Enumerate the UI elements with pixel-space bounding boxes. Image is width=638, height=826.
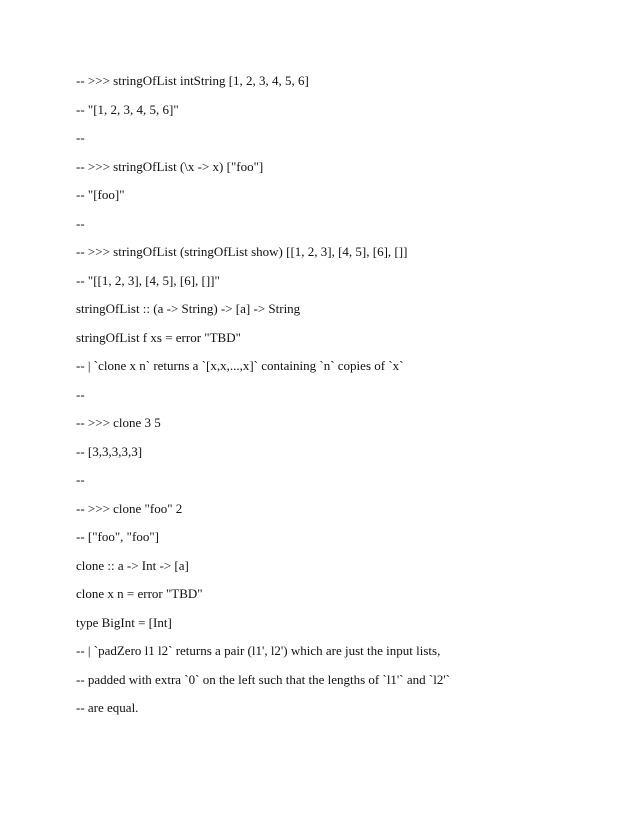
code-line: -- "[foo]" [76,187,125,202]
code-line: -- >>> stringOfList (stringOfList show) [[1, 2, 3], [4, 5], [6], []] [76,244,408,259]
code-line: -- "[1, 2, 3, 4, 5, 6]" [76,101,179,117]
code-line: -- ["foo", "foo"] [76,529,159,544]
code-line: -- >>> clone 3 5 [76,415,161,430]
code-line: clone :: a -> Int -> [a] [76,557,189,573]
code-line: -- >>> clone "foo" 2 [76,500,183,516]
code-line: -- [3,3,3,3,3] [76,443,143,459]
code-line: -- >>> stringOfList intString [1, 2, 3, 4, 5, 6] [76,73,309,88]
code-listing [76,71,616,727]
code-line: -- [76,215,85,231]
code-line: -- | `padZero l1 l2` returns a pair (l1', l2') which are just the input lists, [76,643,441,658]
code-line: -- [76,130,85,145]
code-line: clone x n = error "TBD" [76,586,203,601]
code-line: type BigInt = [Int] [76,614,172,630]
code-line: -- are equal. [76,700,139,715]
code-line: -- "[[1, 2, 3], [4, 5], [6], []]" [76,272,220,288]
code-line: -- [76,386,85,402]
code-line: stringOfList f xs = error "TBD" [76,329,241,345]
code-line: -- | `clone x n` returns a `[x,x,...,x]` containing `n` copies of `x` [76,358,404,373]
code-line: -- >>> stringOfList (\x -> x) ["foo"] [76,158,264,174]
code-line: -- padded with extra `0` on the left such that the lengths of `l1'` and `l2'` [76,671,450,687]
code-line: -- [76,472,85,487]
code-line: stringOfList :: (a -> String) -> [a] -> String [76,301,301,316]
